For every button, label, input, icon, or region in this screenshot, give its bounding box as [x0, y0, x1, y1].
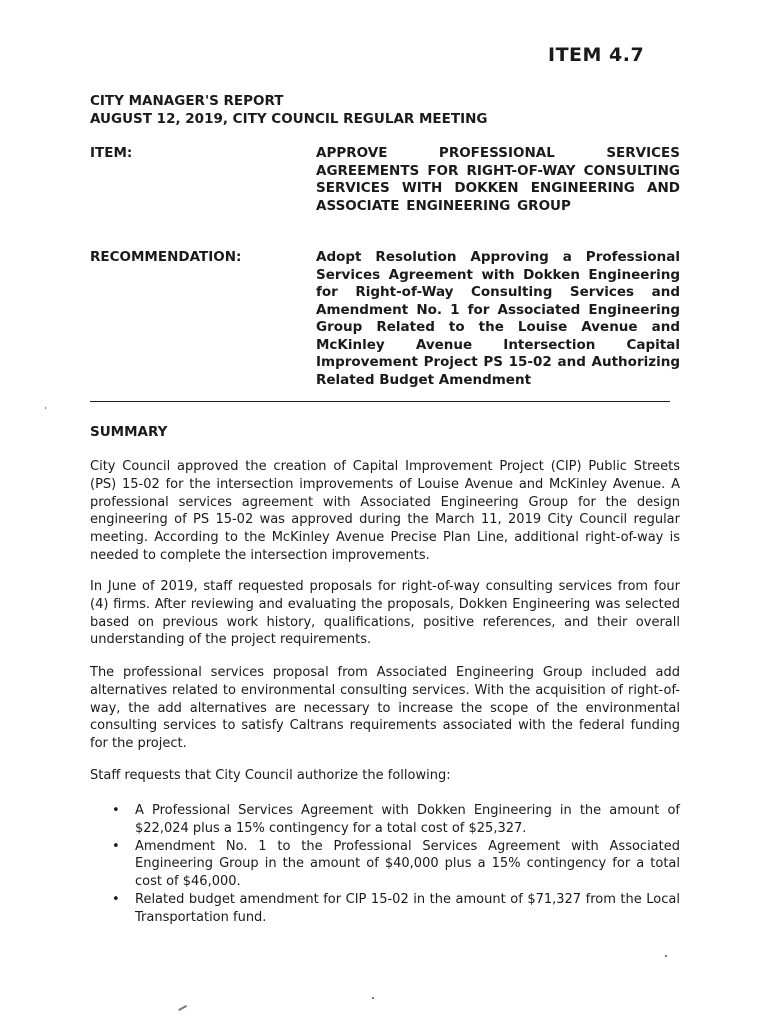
recommendation-label: RECOMMENDATION:	[90, 249, 242, 265]
item-description: APPROVE PROFESSIONAL SERVICES AGREEMENTS FOR RIGHT-OF-WAY CONSULTING SERVICES WITH DOKKEN ENGINEERING AND ASSOCIATE ENGINEERING GROUP	[316, 145, 680, 214]
scan-speck	[665, 955, 667, 957]
report-header	[90, 92, 487, 128]
scan-speck	[178, 1005, 187, 1011]
authorization-list	[90, 802, 680, 927]
summary-heading: SUMMARY	[90, 424, 168, 440]
item-number: ITEM 4.7	[548, 44, 645, 66]
item-label: ITEM:	[90, 145, 133, 161]
bullet-icon: •	[112, 838, 120, 854]
meeting-date: AUGUST 12, 2019, CITY COUNCIL REGULAR MEETING	[90, 111, 488, 127]
summary-paragraph-4: Staff requests that City Council authorize the following:	[90, 768, 451, 783]
list-item	[90, 891, 680, 927]
summary-paragraph-2: In June of 2019, staff requested proposals for right-of-way consulting services from four (4) firms. After reviewing and evaluating the proposals, Dokken Engineering was selected based on previous work history, qualifications, positive references, and their overall understanding of the project requirements.	[90, 579, 680, 648]
report-title: CITY MANAGER'S REPORT	[90, 93, 284, 109]
list-item-text: A Professional Services Agreement with Dokken Engineering in the amount of $22,024 plus a 15% contingency for a total cost of $25,327.	[135, 803, 680, 836]
list-item-text: Amendment No. 1 to the Professional Services Agreement with Associated Engineering Group in the amount of $40,000 plus a 15% contingency for a total cost of $46,000.	[135, 838, 680, 890]
scan-speck	[45, 407, 46, 409]
list-item-text: Related budget amendment for CIP 15-02 in the amount of $71,327 from the Local Transportation fund.	[135, 891, 680, 925]
bullet-icon: •	[112, 891, 120, 907]
recommendation-text: Adopt Resolution Approving a Professional Services Agreement with Dokken Engineering for Right-of-Way Consulting Services and Amendment No. 1 for Associated Engineering Group Related to the Louise Avenue and McKinley Avenue Intersection Capital Improvement Project PS 15-02 and Authorizing Related Budget Amendment	[316, 249, 680, 388]
list-item	[90, 802, 680, 838]
summary-paragraph-3: The professional services proposal from Associated Engineering Group included add alternatives related to environmental consulting services. With the acquisition of right-of-way, the add alternatives are necessary to increase the scope of the environmental consulting services to satisfy Caltrans requirements associated with the federal funding for the project.	[90, 665, 680, 752]
scan-speck	[372, 997, 374, 999]
summary-paragraph-1: City Council approved the creation of Capital Improvement Project (CIP) Public Streets (PS) 15-02 for the intersection improvements of Louise Avenue and McKinley Avenue. A professional services agreement with Associated Engineering Group for the design engineering of PS 15-02 was approved during the March 11, 2019 City Council regular meeting. According to the McKinley Avenue Precise Plan Line, additional right-of-way is needed to complete the intersection improvements.	[90, 459, 680, 563]
list-item	[90, 838, 680, 891]
bullet-icon: •	[112, 803, 120, 818]
section-divider	[90, 401, 670, 402]
